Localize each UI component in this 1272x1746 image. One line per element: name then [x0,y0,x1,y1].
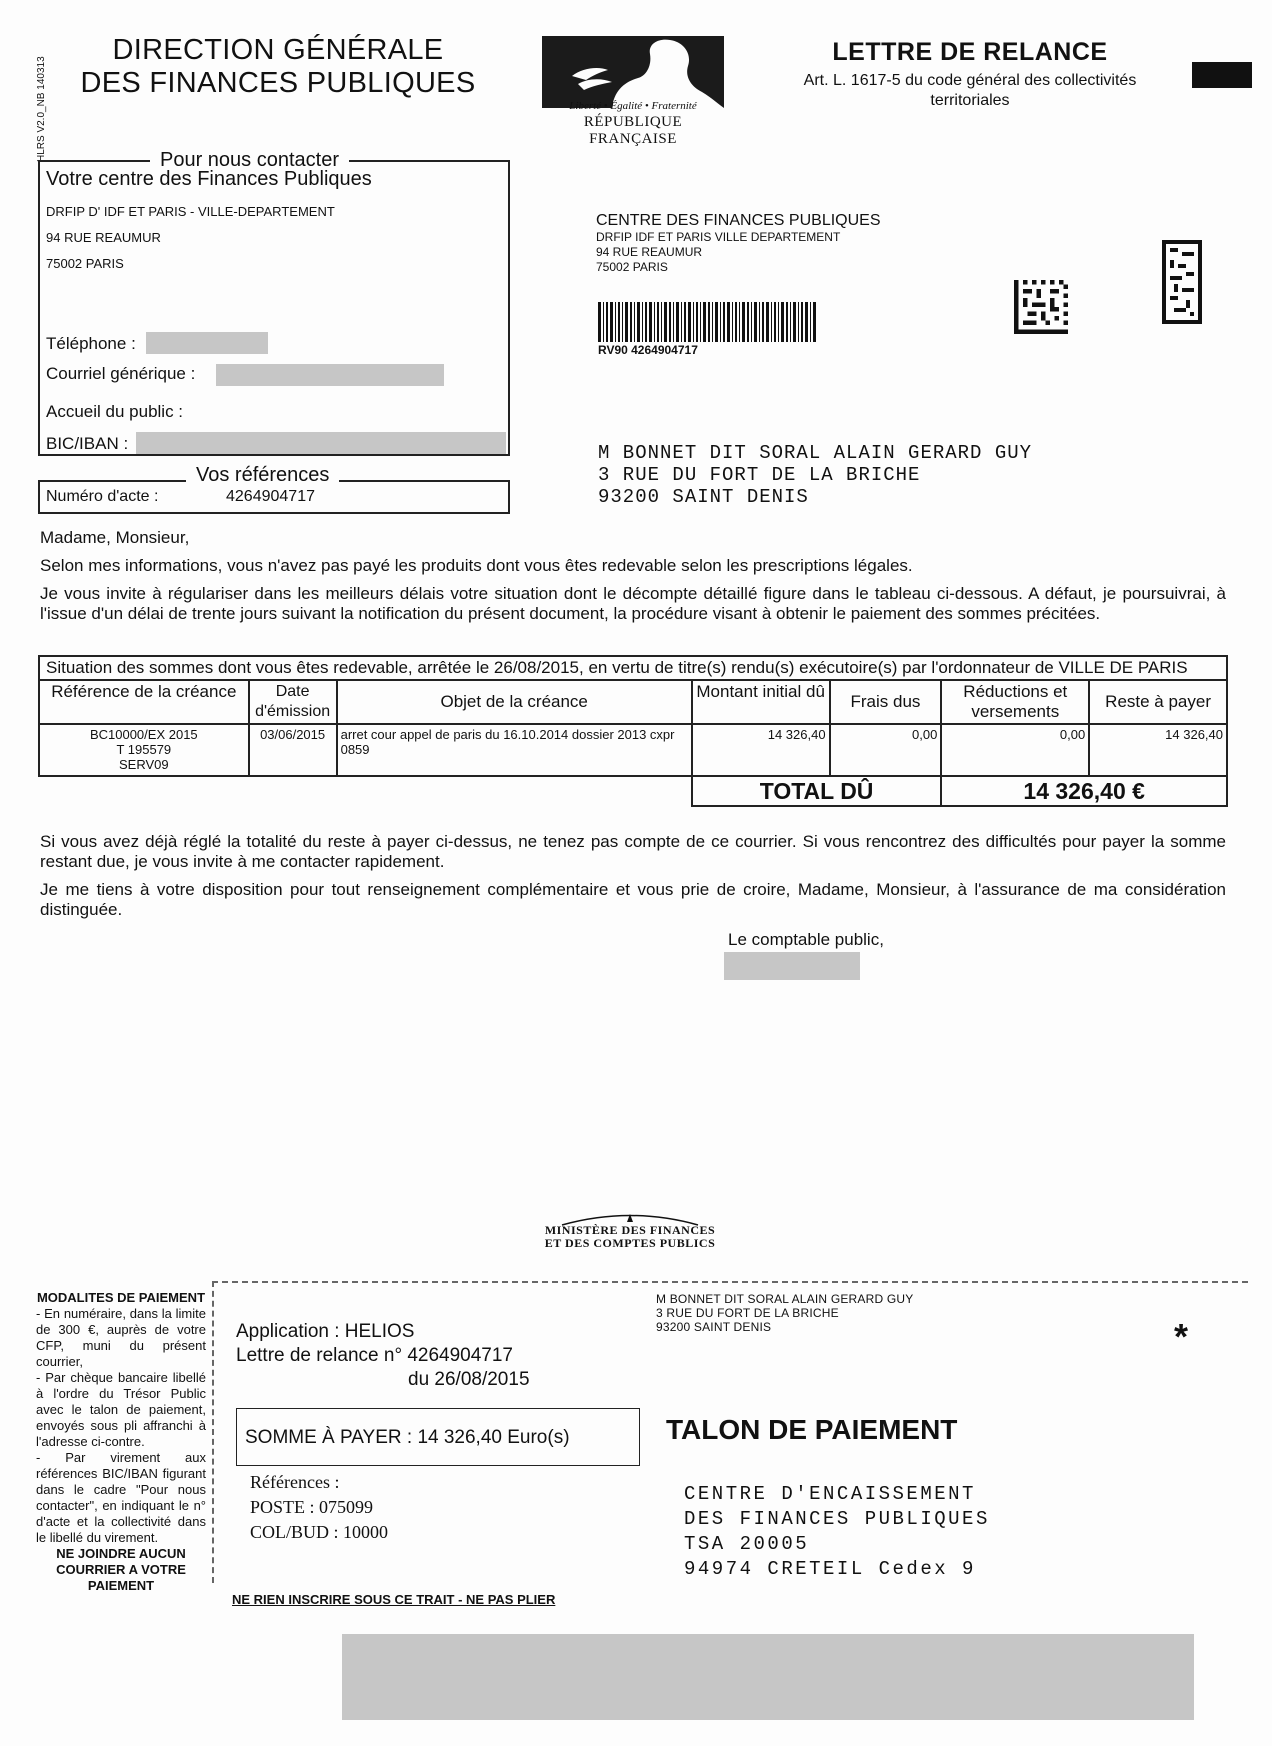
republique-label: RÉPUBLIQUE FRANÇAISE [583,114,683,147]
cell-reference [39,724,249,776]
sender-address [596,211,881,275]
recipient-line1: M BONNET DIT SORAL ALAIN GERARD GUY [598,442,1033,464]
recipient-address [598,442,1032,508]
datamatrix-code [1014,280,1068,334]
redacted-iban [136,432,506,454]
contact-org: DRFIP D' IDF ET PARIS - VILLE-DEPARTEMENT [46,204,335,219]
slip-border-left [212,1281,214,1583]
dgfip-title-line1: DIRECTION GÉNÉRALE [112,34,444,66]
header-montant: Montant initial dû [692,680,830,724]
ministere-label [520,1224,740,1250]
modalites-transfer: - Par virement aux références BIC/IBAN figurant dans le cadre "Pour nous contacter", en indiquant le n° d'acte et la collectivité dans le libellé du virement. [36,1450,206,1545]
centre-line1: CENTRE D'ENCAISSEMENT [684,1483,976,1505]
contact-title: Votre centre des Finances Publiques [46,168,372,190]
payer-line2: 3 RUE DU FORT DE LA BRICHE [656,1306,839,1320]
header-objet: Objet de la créance [337,680,692,724]
motto: Liberté • Égalité • Fraternité [569,100,697,112]
contact-legend: Pour nous contacter [150,149,349,172]
email-label: Courriel générique : [46,364,196,383]
colbud-ref: COL/BUD : 10000 [250,1522,389,1542]
recipient-line3: 93200 SAINT DENIS [598,486,809,508]
document-header [740,38,1200,111]
republique-francaise [538,100,728,148]
redacted-signature [724,952,860,980]
ministere-line2: ET DES COMPTES PUBLICS [544,1236,716,1250]
sender-line2: DRFIP IDF ET PARIS VILLE DEPARTEMENT [596,230,841,244]
cell-reductions: 0,00 [941,724,1089,776]
cell-montant: 14 326,40 [692,724,830,776]
modalites-cash: - En numéraire, dans la limite de 300 €, auprès de votre CFP, muni du présent courrier, [36,1306,206,1369]
sender-line1: CENTRE DES FINANCES PUBLIQUES [596,212,881,229]
redacted-phone [146,332,268,354]
dgfip-title-line2: DES FINANCES PUBLIQUES [80,67,476,99]
redacted-payment-line [342,1634,1194,1720]
lettre-date: du 26/08/2015 [408,1369,530,1390]
slip-payer-address [656,1292,914,1334]
iban-label: BIC/IBAN : [46,434,129,453]
header-frais: Frais dus [830,680,942,724]
document-title: LETTRE DE RELANCE [832,38,1108,66]
recipient-line2: 3 RUE DU FORT DE LA BRICHE [598,464,921,486]
header-reductions: Réductions et versements [941,680,1089,724]
collection-center-address [684,1482,990,1582]
cell-objet: arret cour appel de paris du 16.10.2014 dossier 2013 cxpr 0859 [337,724,692,776]
contact-box [38,149,510,456]
paragraph-4: Je me tiens à votre disposition pour tout renseignement complémentaire et vous prie de croire, Madame, Monsieur, à l'assurance de ma considération distinguée. [40,880,1226,919]
greeting: Madame, Monsieur, [40,528,190,547]
slip-references [250,1470,388,1545]
total-label: TOTAL DÛ [692,776,942,806]
redacted-email [216,364,444,386]
contact-street: 94 RUE REAUMUR [46,230,161,245]
total-value: 14 326,40 € [941,776,1227,806]
barcode [598,302,818,342]
reception-label: Accueil du public : [46,402,184,421]
sender-line3: 94 RUE REAUMUR [596,245,703,259]
references-box [38,464,510,514]
sender-line4: 75002 PARIS [596,260,668,274]
payer-line3: 93200 SAINT DENIS [656,1320,772,1334]
centre-line2: DES FINANCES PUBLIQUES [684,1508,990,1530]
lettre-number: Lettre de relance n° 4264904717 [236,1345,513,1366]
application-name: Application : HELIOS [236,1321,415,1342]
header-reference: Référence de la créance [39,680,249,724]
cell-date: 03/06/2015 [249,724,337,776]
references-legend: Vos références [186,464,339,487]
contact-city: 75002 PARIS [46,256,124,271]
ref-line1: BC10000/EX 2015 [89,727,198,742]
cell-reste: 14 326,40 [1089,724,1227,776]
centre-line3: TSA 20005 [684,1533,810,1555]
paragraph-2: Je vous invite à régulariser dans les meilleurs délais votre situation dont le décompte détaillé figure dans le tableau ci-dessous. A défaut, je poursuivrai, à l'issue d'un délai de trente jours suivant la notification du présent document, la procédure visant à obtenir le paiement des sommes précitées. [40,584,1226,623]
black-marker [1192,62,1252,88]
refs-label: Références : [250,1472,340,1492]
do-not-write-notice: NE RIEN INSCRIRE SOUS CE TRAIT - NE PAS PLIER [232,1592,556,1607]
situation-text: Situation des sommes dont vous êtes redevable, arrêtée le 26/08/2015, en vertu de titre(s) rendu(s) exécutoire(s) par l'ordonnateur de VILLE DE PARIS [39,656,1227,680]
modalites-warning: NE JOINDRE AUCUN COURRIER A VOTRE PAIEMENT [56,1546,186,1593]
slip-title: TALON DE PAIEMENT [666,1414,958,1445]
ref-line3: SERV09 [118,757,169,772]
acte-number: 4264904717 [226,488,315,505]
paragraph-3: Si vous avez déjà réglé la totalité du reste à payer ci-dessus, ne tenez pas compte de ce courrier. Si vous rencontrez des difficultés pour payer la somme restant due, je vous invite à me contacter rapidement. [40,832,1226,871]
ref-line2: T 195579 [116,742,172,757]
acte-label: Numéro d'acte : [46,488,159,505]
form-code: HLRS V2.0_NB 140313 [36,56,47,162]
claims-table [38,655,1228,807]
payer-line1: M BONNET DIT SORAL ALAIN GERARD GUY [656,1292,914,1306]
cell-frais: 0,00 [830,724,942,776]
phone-label: Téléphone : [46,334,136,353]
header-date: Date d'émission [249,680,337,724]
centre-line4: 94974 CRETEIL Cedex 9 [684,1558,976,1580]
poste-ref: POSTE : 075099 [250,1497,374,1517]
slip-border-top [212,1281,1248,1283]
document-subtitle-line2: territoriales [930,92,1010,109]
qr-code [1162,240,1202,324]
document-subtitle-line1: Art. L. 1617-5 du code général des collectivités [803,72,1137,89]
ministere-line1: MINISTÈRE DES FINANCES [544,1223,716,1237]
table-row [39,724,1227,776]
marianne-logo [542,36,724,108]
barcode-number: RV90 4264904717 [598,343,698,357]
header-reste: Reste à payer [1089,680,1227,724]
amount-box: SOMME À PAYER : 14 326,40 Euro(s) [236,1408,640,1466]
modalites-cheque: - Par chèque bancaire libellé à l'ordre du Trésor Public avec le talon de paiement, envoyés sous pli affranchi à l'adresse ci-contre. [36,1370,206,1449]
payment-methods [36,1290,206,1594]
modalites-title: MODALITES DE PAIEMENT [36,1290,206,1305]
signature-label: Le comptable public, [728,930,884,949]
slip-application-info [236,1320,530,1392]
dgfip-title [68,34,488,100]
paragraph-1: Selon mes informations, vous n'avez pas payé les produits dont vous êtes redevable selon les prescriptions légales. [40,556,913,575]
star-mark: * [1174,1316,1189,1357]
